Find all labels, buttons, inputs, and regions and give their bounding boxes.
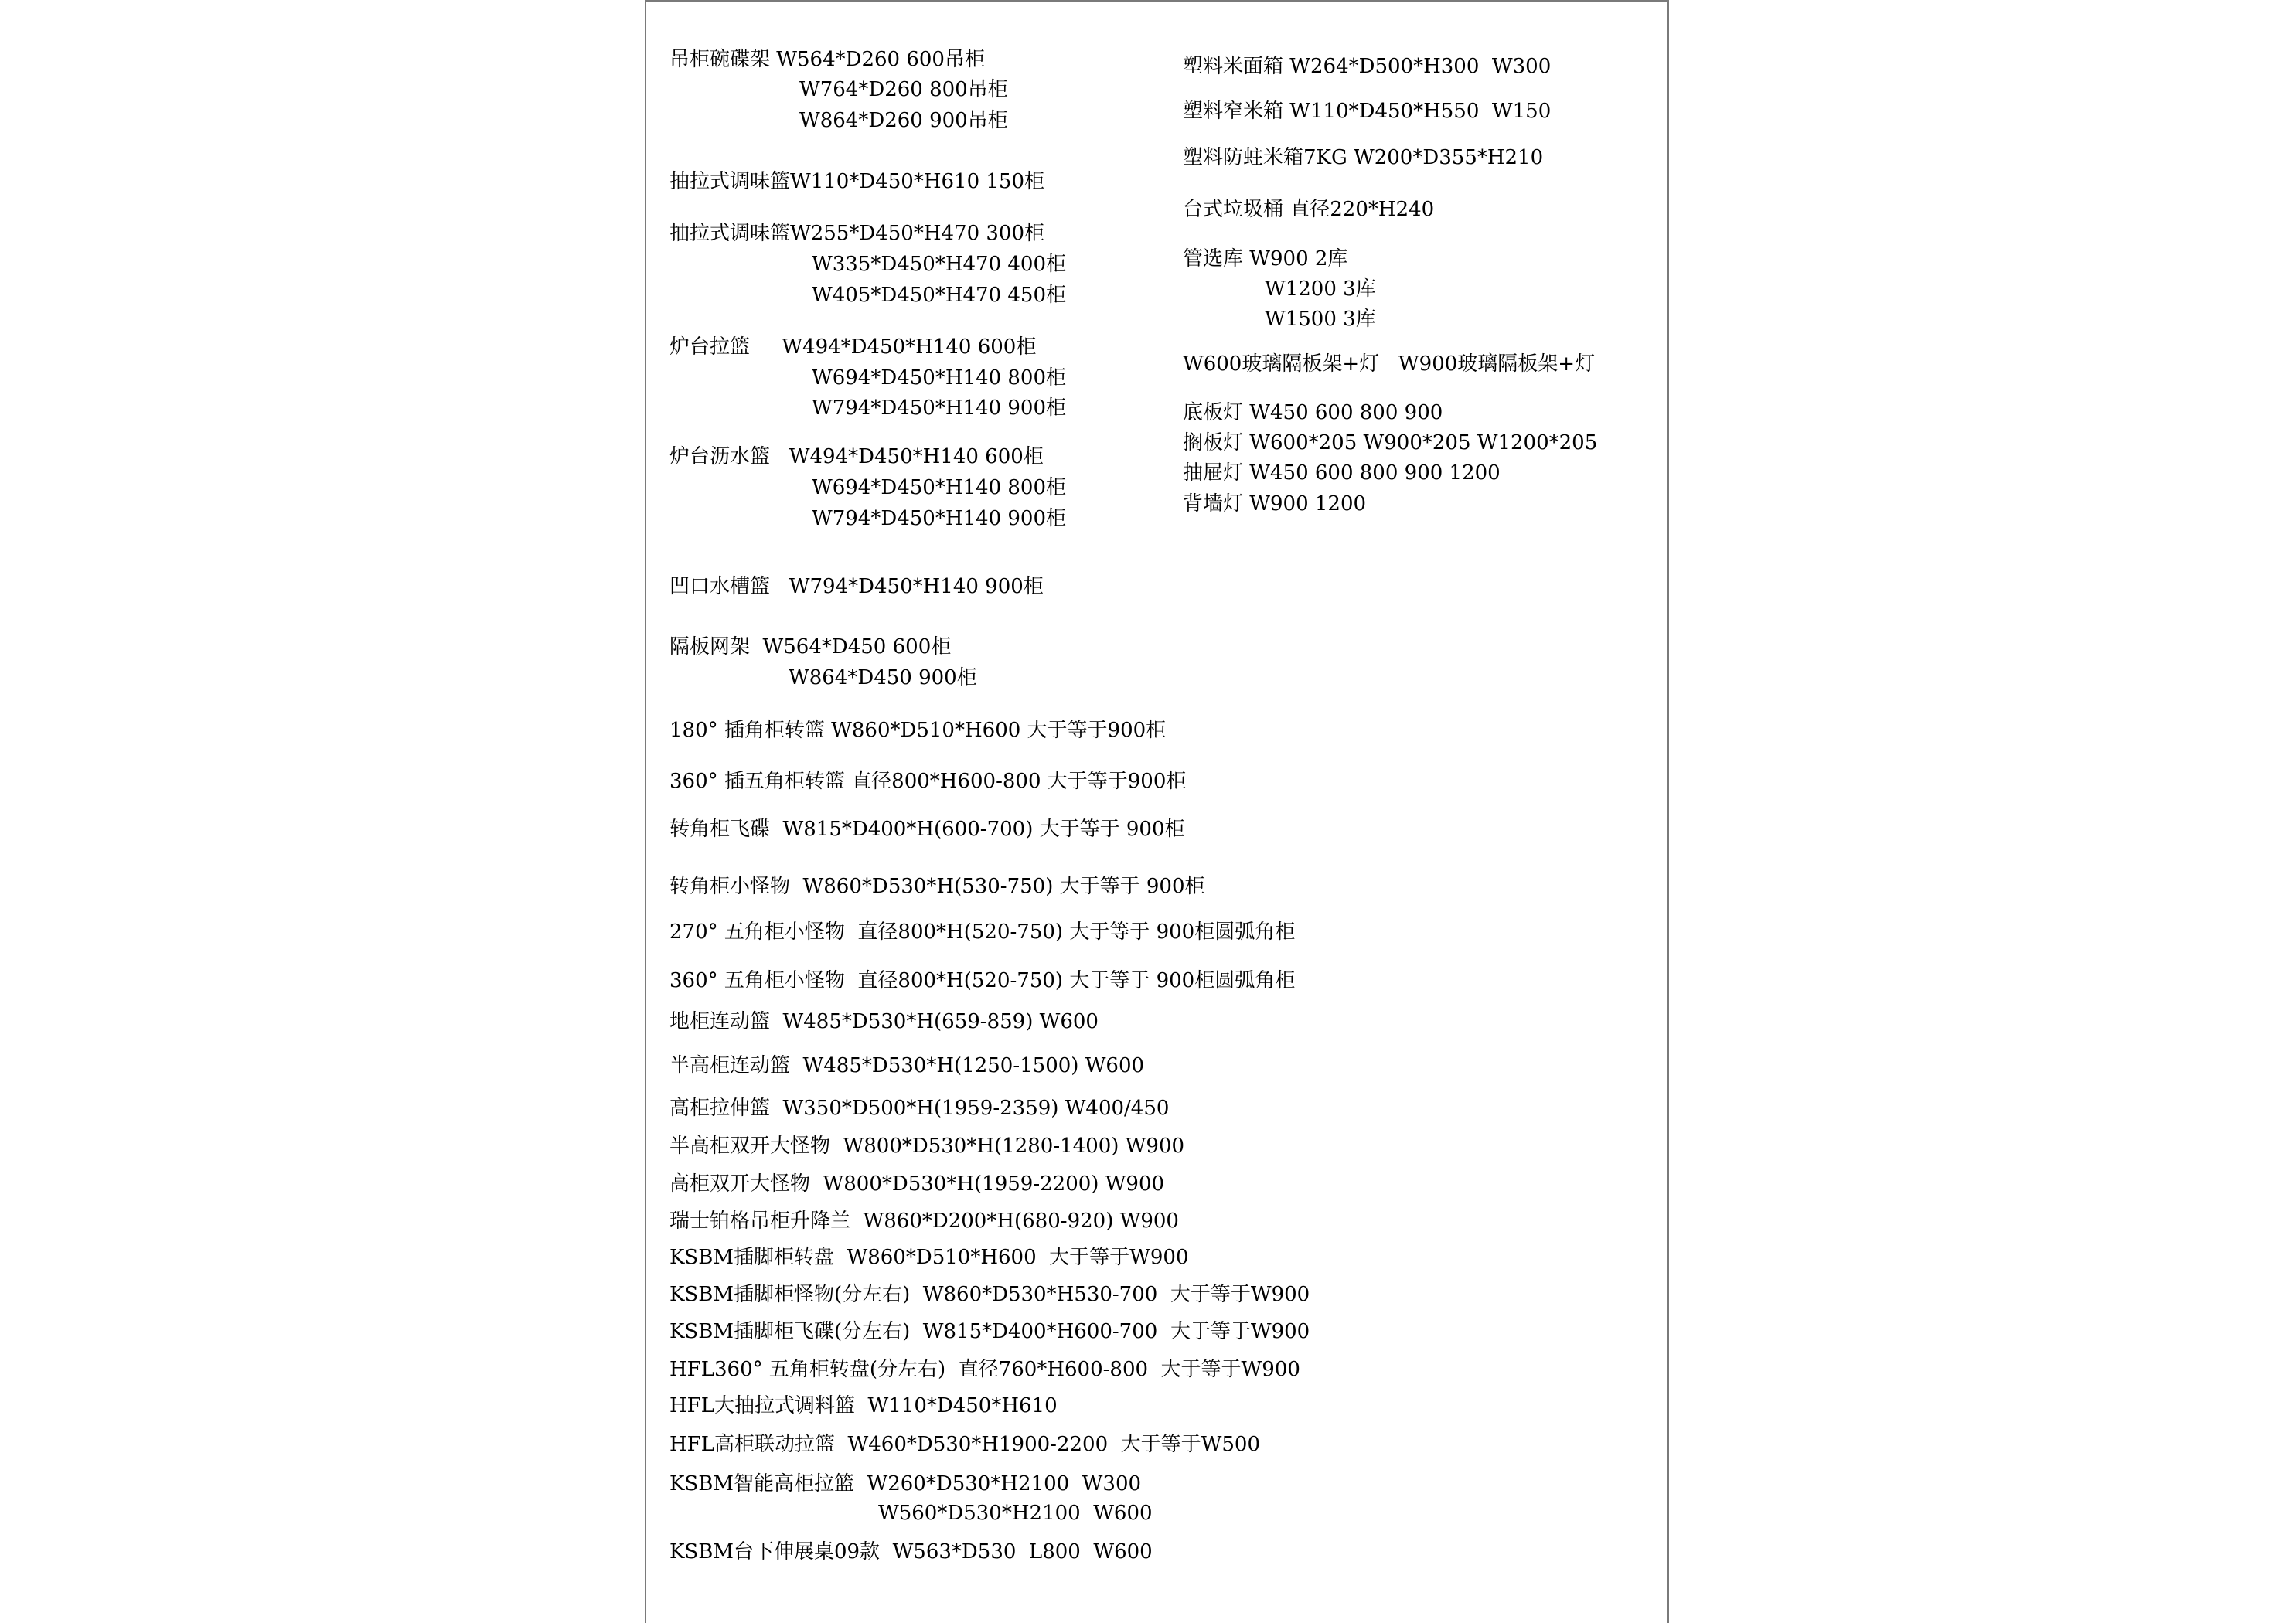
- item-line: 背墙灯 W900 1200: [1183, 492, 1367, 515]
- item-line: W1500 3库: [1265, 308, 1376, 331]
- item-line: W405*D450*H470 450柜: [812, 284, 1067, 307]
- item-line: W794*D450*H140 900柜: [812, 507, 1067, 530]
- item-line: 抽屉灯 W450 600 800 900 1200: [1183, 461, 1501, 485]
- drawing-sheet: [645, 0, 1669, 1623]
- item-line: KSBM插脚柜飞碟(分左右) W815*D400*H600-700 大于等于W900: [669, 1320, 1310, 1343]
- item-line: W560*D530*H2100 W600: [878, 1502, 1153, 1525]
- item-line: HFL高柜联动拉篮 W460*D530*H1900-2200 大于等于W500: [669, 1433, 1261, 1456]
- item-line: HFL大抽拉式调料篮 W110*D450*H610: [669, 1394, 1058, 1417]
- item-line: 转角柜飞碟 W815*D400*H(600-700) 大于等于 900柜: [669, 818, 1185, 841]
- item-line: 塑料米面箱 W264*D500*H300 W300: [1183, 55, 1552, 78]
- item-line: 地柜连动篮 W485*D530*H(659-859) W600: [669, 1010, 1099, 1033]
- item-line: 搁板灯 W600*205 W900*205 W1200*205: [1183, 431, 1598, 454]
- item-line: 台式垃圾桶 直径220*H240: [1183, 198, 1435, 221]
- item-line: 半高柜双开大怪物 W800*D530*H(1280-1400) W900: [669, 1135, 1185, 1158]
- item-line: 抽拉式调味篮W255*D450*H470 300柜: [669, 222, 1045, 245]
- item-line: 塑料防蛀米箱7KG W200*D355*H210: [1183, 146, 1544, 169]
- item-line: KSBM插脚柜怪物(分左右) W860*D530*H530-700 大于等于W900: [669, 1283, 1310, 1306]
- item-line: 管选库 W900 2库: [1183, 247, 1348, 270]
- item-line: 瑞士铂格吊柜升降兰 W860*D200*H(680-920) W900: [669, 1210, 1179, 1233]
- item-line: KSBM插脚柜转盘 W860*D510*H600 大于等于W900: [669, 1246, 1189, 1269]
- item-line: W335*D450*H470 400柜: [812, 253, 1067, 276]
- item-line: W694*D450*H140 800柜: [812, 476, 1067, 499]
- item-line: W694*D450*H140 800柜: [812, 366, 1067, 390]
- item-line: 高柜拉伸篮 W350*D500*H(1959-2359) W400/450: [669, 1097, 1170, 1120]
- item-line: W864*D260 900吊柜: [799, 109, 1008, 132]
- item-line: 炉台拉篮 W494*D450*H140 600柜: [669, 335, 1037, 359]
- item-line: KSBM智能高柜拉篮 W260*D530*H2100 W300: [669, 1472, 1142, 1495]
- item-line: 塑料窄米箱 W110*D450*H550 W150: [1183, 100, 1552, 123]
- item-line: 凹口水槽篮 W794*D450*H140 900柜: [669, 575, 1044, 598]
- item-line: 360° 五角柜小怪物 直径800*H(520-750) 大于等于 900柜圆弧角柜: [669, 969, 1296, 992]
- item-line: 360° 插五角柜转篮 直径800*H600-800 大于等于900柜: [669, 770, 1187, 793]
- item-line: KSBM台下伸展桌09款 W563*D530 L800 W600: [669, 1540, 1153, 1563]
- item-line: 半高柜连动篮 W485*D530*H(1250-1500) W600: [669, 1054, 1145, 1077]
- item-line: 抽拉式调味篮W110*D450*H610 150柜: [669, 170, 1045, 193]
- item-line: W864*D450 900柜: [789, 666, 977, 689]
- item-line: W794*D450*H140 900柜: [812, 396, 1067, 420]
- item-line: 隔板网架 W564*D450 600柜: [669, 635, 952, 658]
- item-line: W600玻璃隔板架+灯 W900玻璃隔板架+灯: [1183, 352, 1596, 376]
- item-line: 270° 五角柜小怪物 直径800*H(520-750) 大于等于 900柜圆弧角柜: [669, 920, 1296, 944]
- item-line: 炉台沥水篮 W494*D450*H140 600柜: [669, 445, 1044, 468]
- item-line: 吊柜碗碟架 W564*D260 600吊柜: [669, 48, 985, 71]
- item-line: W1200 3库: [1265, 277, 1376, 301]
- item-line: W764*D260 800吊柜: [799, 78, 1008, 101]
- item-line: 转角柜小怪物 W860*D530*H(530-750) 大于等于 900柜: [669, 875, 1205, 898]
- item-line: 180° 插角柜转篮 W860*D510*H600 大于等于900柜: [669, 719, 1167, 742]
- item-line: 高柜双开大怪物 W800*D530*H(1959-2200) W900: [669, 1172, 1165, 1196]
- item-line: HFL360° 五角柜转盘(分左右) 直径760*H600-800 大于等于W900: [669, 1358, 1300, 1381]
- item-line: 底板灯 W450 600 800 900: [1183, 401, 1443, 424]
